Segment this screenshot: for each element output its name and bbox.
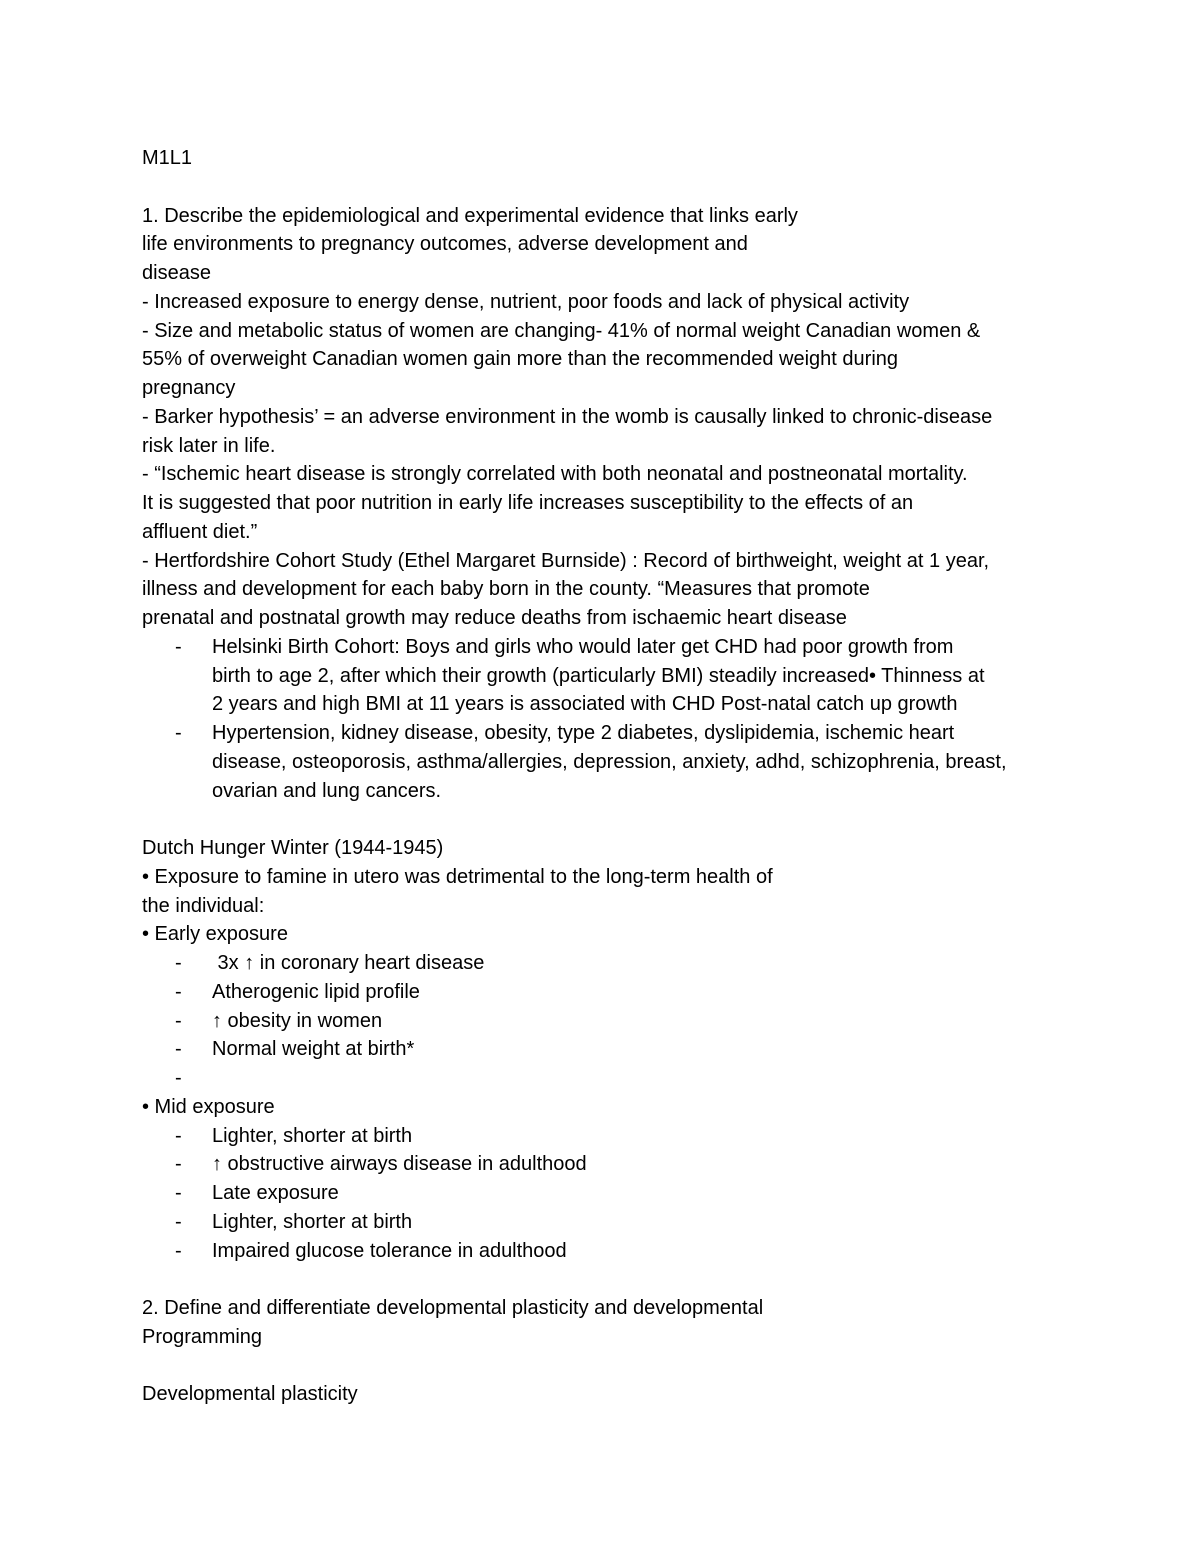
dash-marker: -: [175, 1067, 182, 1089]
q1-line: prenatal and postnatal growth may reduce deaths from ischaemic heart disease: [142, 607, 847, 629]
dash-marker: -: [175, 1038, 182, 1061]
mid-exposure-label: • Mid exposure: [142, 1095, 275, 1118]
dash-marker: -: [175, 1182, 182, 1204]
spacer: [142, 1352, 1072, 1381]
early-item-text: Normal weight at birth*: [212, 1038, 415, 1061]
mid-exposure-item: [142, 1208, 1072, 1237]
bullet-line: ovarian and lung cancers.: [212, 779, 442, 802]
document-title: M1L1: [142, 147, 193, 169]
spacer: [142, 1265, 1072, 1294]
dash-marker: -: [175, 1210, 182, 1233]
dash-marker: -: [175, 635, 182, 658]
mid-item-text: Late exposure: [212, 1182, 339, 1204]
spacer: [142, 805, 1072, 834]
developmental-plasticity-heading: Developmental plasticity: [142, 1383, 358, 1406]
q1-line: 55% of overweight Canadian women gain more than the recommended weight during: [142, 348, 899, 371]
bullet-line: 2 years and high BMI at 11 years is associated with CHD Post-natal catch up growth: [212, 693, 958, 716]
dutch-heading: Dutch Hunger Winter (1944-1945): [142, 837, 444, 859]
dutch-intro-line: • Exposure to famine in utero was detrimental to the long-term health of: [142, 865, 773, 888]
dash-marker: -: [175, 1239, 182, 1262]
q1-line: - Size and metabolic status of women are changing- 41% of normal weight Canadian women &: [142, 319, 981, 342]
early-exposure-item-empty: [142, 1064, 1072, 1093]
early-exposure-item: [142, 1007, 1072, 1036]
mid-item-text: Lighter, shorter at birth: [212, 1124, 413, 1147]
bullet-line: disease, osteoporosis, asthma/allergies, depression, anxiety, adhd, schizophrenia, breast,: [212, 750, 1007, 773]
early-item-text: ↑ obesity in women: [212, 1009, 383, 1032]
dash-marker: -: [175, 1009, 182, 1032]
early-item-text: 3x ↑ in coronary heart disease: [212, 952, 485, 974]
dash-marker: -: [175, 952, 182, 974]
q1-line: 1. Describe the epidemiological and experimental evidence that links early: [142, 204, 798, 227]
dash-marker: -: [175, 722, 182, 744]
early-item-text: Atherogenic lipid profile: [212, 980, 420, 1003]
mid-exposure-item: [142, 1122, 1072, 1151]
q1-line: It is suggested that poor nutrition in early life increases susceptibility to the effects of an: [142, 492, 914, 514]
q1-line: risk later in life.: [142, 434, 276, 457]
q1-line: - “Ischemic heart disease is strongly correlated with both neonatal and postneonatal mortality.: [142, 463, 968, 486]
early-exposure-item: [142, 978, 1072, 1007]
bullet-line: Helsinki Birth Cohort: Boys and girls who would later get CHD had poor growth from: [212, 635, 954, 658]
early-exposure-item: [142, 949, 1072, 978]
mid-exposure-item: [142, 1179, 1072, 1208]
mid-item-text: ↑ obstructive airways disease in adulthood: [212, 1153, 587, 1176]
q1-line: affluent diet.”: [142, 520, 258, 543]
dash-marker: -: [175, 1124, 182, 1147]
mid-item-text: Lighter, shorter at birth: [212, 1210, 413, 1233]
dash-marker: -: [175, 1153, 182, 1176]
early-exposure-label: • Early exposure: [142, 923, 288, 946]
q2-line: Programming: [142, 1325, 263, 1348]
bullet-line: birth to age 2, after which their growth (particularly BMI) steadily increased• Thinness at: [212, 664, 985, 687]
mid-exposure-item: [142, 1237, 1072, 1266]
q1-line: - Hertfordshire Cohort Study (Ethel Margaret Burnside) : Record of birthweight, weight at 1 year,: [142, 549, 990, 572]
mid-exposure-item: [142, 1150, 1072, 1179]
bullet-line: Hypertension, kidney disease, obesity, type 2 diabetes, dyslipidemia, ischemic heart: [212, 722, 955, 744]
bullet-item-diseases: [142, 719, 1072, 805]
spacer: [142, 173, 1072, 202]
q2-line: 2. Define and differentiate developmental plasticity and developmental: [142, 1297, 764, 1319]
q1-line: life environments to pregnancy outcomes, adverse development and: [142, 233, 748, 256]
dutch-intro-line: the individual:: [142, 894, 265, 917]
q1-line: pregnancy: [142, 377, 236, 399]
dash-marker: -: [175, 980, 182, 1003]
mid-item-text: Impaired glucose tolerance in adulthood: [212, 1239, 567, 1262]
q1-line: illness and development for each baby born in the county. “Measures that promote: [142, 578, 870, 601]
q1-line: - Barker hypothesis’ = an adverse environment in the womb is causally linked to chronic-disease: [142, 405, 993, 428]
early-exposure-item: [142, 1035, 1072, 1064]
bullet-item-helsinki: [142, 633, 1072, 719]
q1-line: disease: [142, 262, 211, 284]
q1-line: - Increased exposure to energy dense, nutrient, poor foods and lack of physical activity: [142, 290, 910, 313]
document-body: [142, 144, 1072, 1409]
